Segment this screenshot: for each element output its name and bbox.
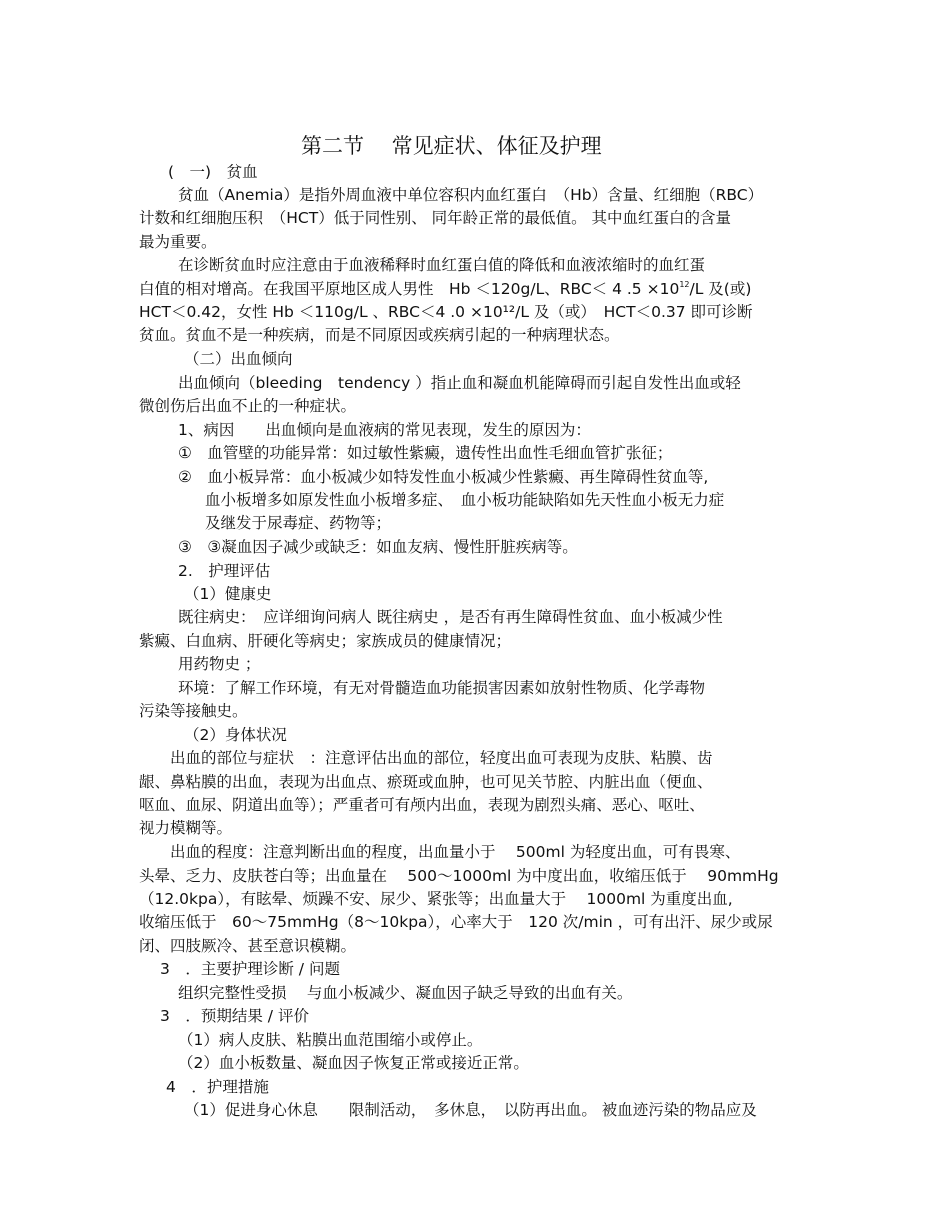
paragraph-line: （1）促进身心休息 限制活动， 多休息， 以防再出血。 被血迹污染的物品应及 bbox=[184, 1101, 757, 1119]
list-item: ③ ③凝血因子减少或缺乏：如血友病、慢性肝脏疾病等。 bbox=[178, 538, 578, 556]
subheading-health-history: （1）健康史 bbox=[184, 585, 272, 603]
paragraph-line: 最为重要。 bbox=[139, 233, 217, 251]
paragraph-line: 环境：了解工作环境，有无对骨髓造血功能损害因素如放射性物质、化学毒物 bbox=[178, 679, 706, 697]
list-item: （1）病人皮肤、粘膜出血范围缩小或停止。 bbox=[178, 1031, 483, 1049]
list-item-continuation: 血小板增多如原发性血小板增多症、 血小板功能缺陷如先天性血小板无力症 bbox=[205, 491, 725, 509]
paragraph-line: 出血的程度：注意判断出血的程度，出血量小于 500ml 为轻度出血，可有畏寒、 bbox=[170, 843, 741, 861]
subheading-physical-status: （2）身体状况 bbox=[184, 726, 287, 744]
paragraph-line: 头晕、乏力、皮肤苍白等；出血量在 500～1000ml 为中度出血，收缩压低于 90mmHg bbox=[139, 867, 779, 885]
paragraph-line: 用药物史 ； bbox=[178, 655, 261, 673]
paragraph-line: 出血倾向（bleeding tendency ）指止血和凝血机能障碍而引起自发性出血或轻 bbox=[178, 374, 741, 392]
paragraph-line: 微创伤后出血不止的一种症状。 bbox=[139, 397, 357, 415]
paragraph-line: 视力模糊等。 bbox=[139, 819, 233, 837]
paragraph-line: 组织完整性受损 与血小板减少、凝血因子缺乏导致的出血有关。 bbox=[178, 984, 633, 1002]
paragraph-line: 计数和红细胞压积 （HCT）低于同性别、 同年龄正常的最低值。 其中血红蛋白的含量 bbox=[139, 209, 732, 227]
subheading-expected-outcome: 3 ．预期结果 / 评价 bbox=[160, 1007, 309, 1025]
heading-anemia: ( 一) 贫血 bbox=[168, 163, 258, 181]
paragraph-line: 呕血、血尿、阴道出血等）；严重者可有颅内出血，表现为剧烈头痛、恶心、呕吐、 bbox=[139, 796, 705, 814]
paragraph-line bbox=[139, 279, 751, 299]
subheading-assessment: 2. 护理评估 bbox=[178, 562, 271, 580]
heading-bleeding-tendency: （二）出血倾向 bbox=[184, 350, 293, 368]
paragraph-line: 收缩压低于 60～75mmHg（8～10kpa），心率大于 120 次/min ，可有出汗、尿少或尿 bbox=[139, 913, 773, 931]
list-item-continuation: 及继发于尿毒症、药物等； bbox=[205, 514, 392, 532]
paragraph-line: 出血的部位与症状 ：注意评估出血的部位，轻度出血可表现为皮肤、粘膜、齿 bbox=[170, 749, 713, 767]
paragraph-line: （12.0kpa），有眩晕、烦躁不安、尿少、紧张等；出血量大于 1000ml 为重度出血, bbox=[139, 890, 733, 908]
subheading-etiology: 1、病因 出血倾向是血液病的常见表现，发生的原因为： bbox=[178, 421, 591, 439]
list-item: （2）血小板数量、凝血因子恢复正常或接近正常。 bbox=[178, 1054, 529, 1072]
paragraph-line: 贫血（Anemia）是指外周血液中单位容积内血红蛋白 （Hb）含量、红细胞（RBC） bbox=[178, 186, 764, 204]
superscript-exponent: 12 bbox=[679, 280, 690, 289]
paragraph-line: 贫血。贫血不是一种疾病，而是不同原因或疾病引起的一种病理状态。 bbox=[139, 326, 620, 344]
paragraph-line: 既往病史： 应详细询问病人 既往病史 ，是否有再生障碍性贫血、血小板减少性 bbox=[178, 608, 723, 626]
subheading-nursing-measures: 4 ．护理措施 bbox=[166, 1078, 269, 1096]
paragraph-line: HCT＜0.42，女性 Hb ＜110g/L 、RBC＜4 .0 ×10¹²/L 及（或） HCT＜0.37 即可诊断 bbox=[139, 303, 753, 321]
list-item: ① 血管壁的功能异常：如过敏性紫癜，遗传性出血性毛细血管扩张征； bbox=[178, 444, 673, 462]
paragraph-line: 紫癜、白血病、肝硬化等病史；家族成员的健康情况； bbox=[139, 632, 512, 650]
paragraph-line: 在诊断贫血时应注意由于血液稀释时血红蛋白值的降低和血液浓缩时的血红蛋 bbox=[178, 256, 706, 274]
list-item: ② 血小板异常：血小板减少如特发性血小板减少性紫癜、再生障碍性贫血等, bbox=[178, 468, 709, 486]
text-segment: /L 及(或) bbox=[689, 280, 752, 298]
subheading-nursing-diagnosis: 3 ．主要护理诊断 / 问题 bbox=[160, 960, 340, 978]
paragraph-line: 闭、四肢厥冷、甚至意识模糊。 bbox=[139, 937, 357, 955]
text-segment: 白值的相对增高。在我国平原地区成人男性 Hb ＜120g/L、RBC＜ 4 .5 ×10 bbox=[139, 280, 680, 298]
paragraph-line: 污染等接触史。 bbox=[139, 702, 248, 720]
paragraph-line: 龈、鼻粘膜的出血，表现为出血点、瘀斑或血肿，也可见关节腔、内脏出血（便血、 bbox=[139, 773, 713, 791]
section-title: 第二节 常见症状、体征及护理 bbox=[301, 134, 602, 158]
